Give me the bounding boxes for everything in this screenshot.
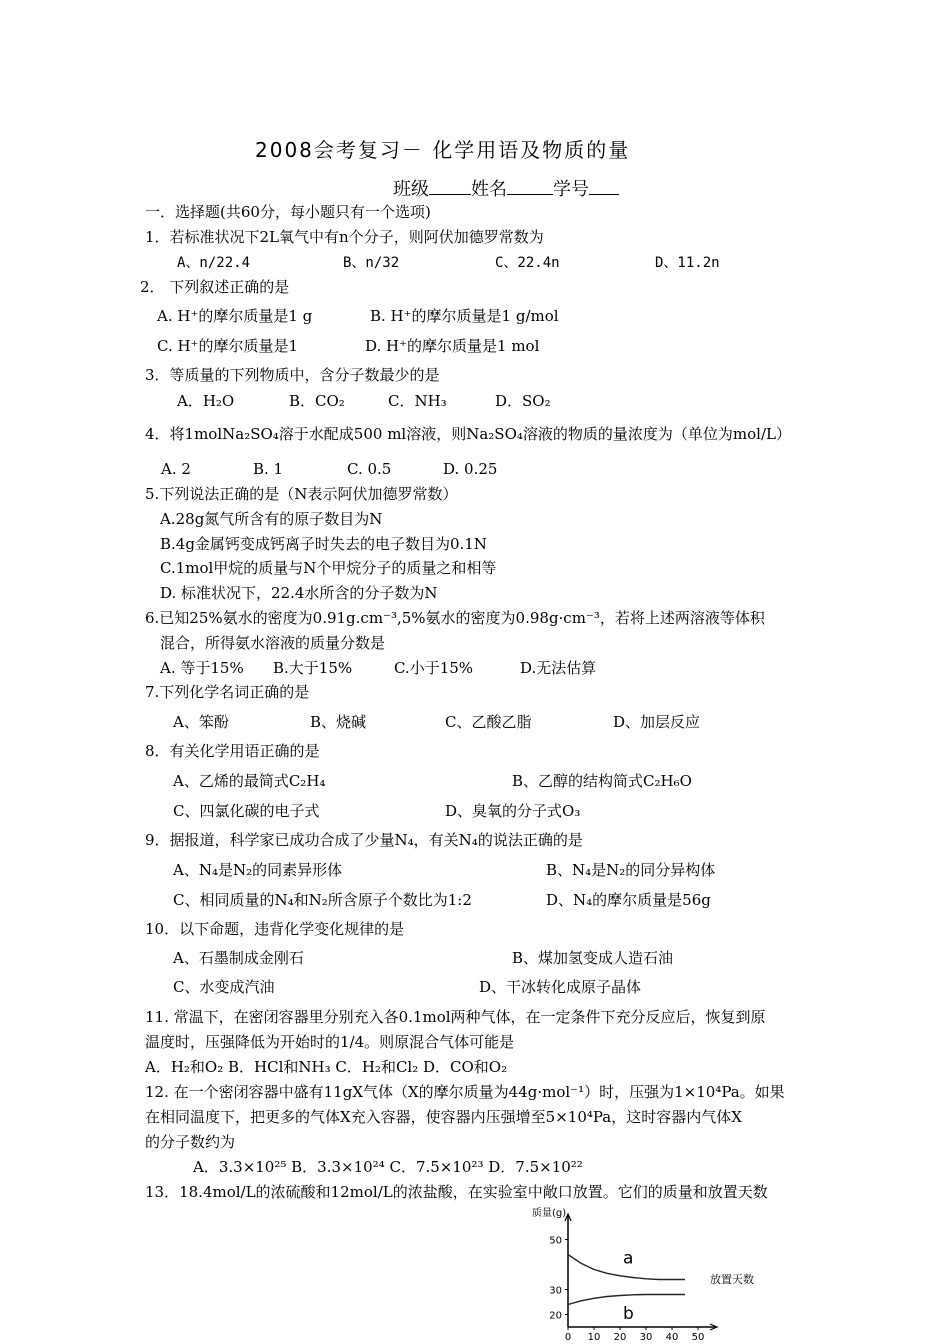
chart-series-label-b: b xyxy=(623,1303,634,1324)
q11-options[interactable]: A．H₂和O₂ B．HCl和NH₃ C．H₂和Cl₂ D．CO和O₂ xyxy=(145,1058,508,1076)
chart-ylabel: 质量(g) xyxy=(532,1208,567,1219)
q2-option-c[interactable]: C. H⁺的摩尔质量是1 xyxy=(157,337,299,355)
student-info xyxy=(393,178,619,200)
id-blank[interactable] xyxy=(589,178,619,195)
q3-option-b[interactable]: B．CO₂ xyxy=(289,392,345,410)
q10-option-b[interactable]: B、煤加氢变成人造石油 xyxy=(512,949,674,967)
chart-x-tick-label: 10 xyxy=(587,1332,601,1341)
q11-stem-line2: 温度时，压强降低为开始时的1/4。则原混合气体可能是 xyxy=(145,1033,515,1051)
class-label: 班级 xyxy=(393,179,429,200)
q1-stem: 1．若标准状况下2L氧气中有n个分子，则阿伏加德罗常数为 xyxy=(145,228,544,246)
chart-y-tick-label: 20 xyxy=(549,1310,562,1322)
q2-option-b[interactable]: B. H⁺的摩尔质量是1 g/mol xyxy=(370,307,559,325)
q12-stem-line1: 12. 在一个密闭容器中盛有11gX气体（X的摩尔质量为44g·mol⁻¹）时，压强为1×10⁴Pa。如果 xyxy=(145,1083,785,1101)
q9-option-b[interactable]: B、N₄是N₂的同分异构体 xyxy=(546,861,716,879)
q8-option-c[interactable]: C、四氯化碳的电子式 xyxy=(173,802,320,820)
q6-option-b[interactable]: B.大于15% xyxy=(273,659,353,677)
q6-stem-line2: 混合，所得氨水溶液的质量分数是 xyxy=(160,634,386,652)
q12-stem-line2: 在相同温度下，把更多的气体X充入容器，使容器内压强增至5×10⁴Pa，这时容器内气体X xyxy=(145,1108,742,1126)
q1-option-c[interactable]: C、22.4n xyxy=(495,255,560,271)
q2-option-d[interactable]: D. H⁺的摩尔质量是1 mol xyxy=(365,337,540,355)
q7-option-c[interactable]: C、乙酸乙脂 xyxy=(445,713,532,731)
chart-x-tick-label: 20 xyxy=(613,1332,627,1341)
q5-option-c[interactable]: C.1mol甲烷的质量与N个甲烷分子的质量之和相等 xyxy=(160,559,497,577)
section-heading: 一．选择题(共60分，每小题只有一个选项) xyxy=(145,203,431,221)
q4-option-d[interactable]: D. 0.25 xyxy=(443,460,498,478)
q6-stem-line1: 6.已知25%氨水的密度为0.91g.cm⁻³,5%氨水的密度为0.98g·cm⁻³，若将上述两溶液等体积 xyxy=(145,609,765,627)
class-blank[interactable] xyxy=(429,178,471,195)
chart-x-tick-label: 0 xyxy=(564,1332,572,1341)
id-label: 学号 xyxy=(553,179,589,200)
q5-option-a[interactable]: A.28g氮气所含有的原子数目为N xyxy=(160,510,383,528)
name-blank[interactable] xyxy=(507,178,553,195)
chart-x-tick-label: 50 xyxy=(691,1332,705,1341)
chart-y-tick-label: 30 xyxy=(549,1285,562,1297)
q10-stem: 10．以下命题，违背化学变化规律的是 xyxy=(145,920,405,938)
q6-option-a[interactable]: A. 等于15% xyxy=(160,659,244,677)
q4-stem: 4．将1molNa₂SO₄溶于水配成500 ml溶液，则Na₂SO₄溶液的物质的量浓度为（单位为mol/L） xyxy=(145,425,791,443)
q9-option-a[interactable]: A、N₄是N₂的同素异形体 xyxy=(173,861,343,879)
mass-days-chart xyxy=(520,1205,790,1341)
q9-option-c[interactable]: C、相同质量的N₄和N₂所含原子个数比为1:2 xyxy=(173,891,472,909)
q6-option-c[interactable]: C.小于15% xyxy=(394,659,474,677)
q3-option-c[interactable]: C．NH₃ xyxy=(388,392,447,410)
q9-stem: 9．据报道，科学家已成功合成了少量N₄，有关N₄的说法正确的是 xyxy=(145,831,583,849)
q8-option-a[interactable]: A、乙烯的最简式C₂H₄ xyxy=(173,772,326,790)
q3-stem: 3．等质量的下列物质中，含分子数最少的是 xyxy=(145,366,440,384)
chart-x-tick-label: 40 xyxy=(665,1332,679,1341)
q3-option-d[interactable]: D．SO₂ xyxy=(495,392,551,410)
q10-option-a[interactable]: A、石墨制成金刚石 xyxy=(173,949,304,967)
q13-stem: 13．18.4mol/L的浓硫酸和12mol/L的浓盐酸，在实验室中敞口放置。它们的质量和放置天数 xyxy=(145,1183,768,1201)
q1-option-a[interactable]: A、n/22.4 xyxy=(177,255,251,271)
q6-option-d[interactable]: D.无法估算 xyxy=(520,659,597,677)
q10-option-d[interactable]: D、干冰转化成原子晶体 xyxy=(479,978,642,996)
q9-option-d[interactable]: D、N₄的摩尔质量是56g xyxy=(546,891,711,909)
q12-stem-line3: 的分子数约为 xyxy=(145,1133,236,1151)
q7-option-d[interactable]: D、加层反应 xyxy=(613,713,701,731)
name-label: 姓名 xyxy=(471,179,507,200)
q7-option-a[interactable]: A、笨酚 xyxy=(173,713,229,731)
q3-option-a[interactable]: A．H₂O xyxy=(177,392,235,410)
q5-stem: 5.下列说法正确的是（N表示阿伏加德罗常数） xyxy=(145,485,458,503)
q4-option-c[interactable]: C. 0.5 xyxy=(347,460,392,478)
q2-option-a[interactable]: A. H⁺的摩尔质量是1 g xyxy=(157,307,313,325)
chart-xlabel: 放置天数 xyxy=(710,1273,754,1286)
chart-x-tick-label: 30 xyxy=(639,1332,653,1341)
q7-stem: 7.下列化学名词正确的是 xyxy=(145,683,310,701)
q5-option-d[interactable]: D. 标准状况下，22.4水所含的分子数为N xyxy=(160,584,438,602)
q4-option-b[interactable]: B. 1 xyxy=(253,460,284,478)
q12-options[interactable]: A．3.3×10²⁵ B．3.3×10²⁴ C．7.5×10²³ D．7.5×10²² xyxy=(193,1158,583,1176)
q8-option-b[interactable]: B、乙醇的结构简式C₂H₆O xyxy=(512,772,692,790)
q7-option-b[interactable]: B、烧碱 xyxy=(310,713,367,731)
chart-series-label-a: a xyxy=(623,1248,634,1269)
page-title: 2008会考复习－ 化学用语及物质的量 xyxy=(255,138,631,162)
q8-option-d[interactable]: D、臭氧的分子式O₃ xyxy=(445,802,581,820)
q4-option-a[interactable]: A. 2 xyxy=(161,460,191,478)
q11-stem-line1: 11. 常温下，在密闭容器里分别充入各0.1mol两种气体，在一定条件下充分反应后，恢复到原 xyxy=(145,1008,766,1026)
q5-option-b[interactable]: B.4g金属钙变成钙离子时失去的电子数目为0.1N xyxy=(160,535,487,553)
q10-option-c[interactable]: C、水变成汽油 xyxy=(173,978,275,996)
q2-stem: 2． 下列叙述正确的是 xyxy=(140,278,290,296)
q8-stem: 8．有关化学用语正确的是 xyxy=(145,742,320,760)
chart-y-tick-label: 50 xyxy=(549,1235,562,1247)
q1-option-b[interactable]: B、n/32 xyxy=(343,255,400,271)
q1-option-d[interactable]: D、11.2n xyxy=(655,255,720,271)
